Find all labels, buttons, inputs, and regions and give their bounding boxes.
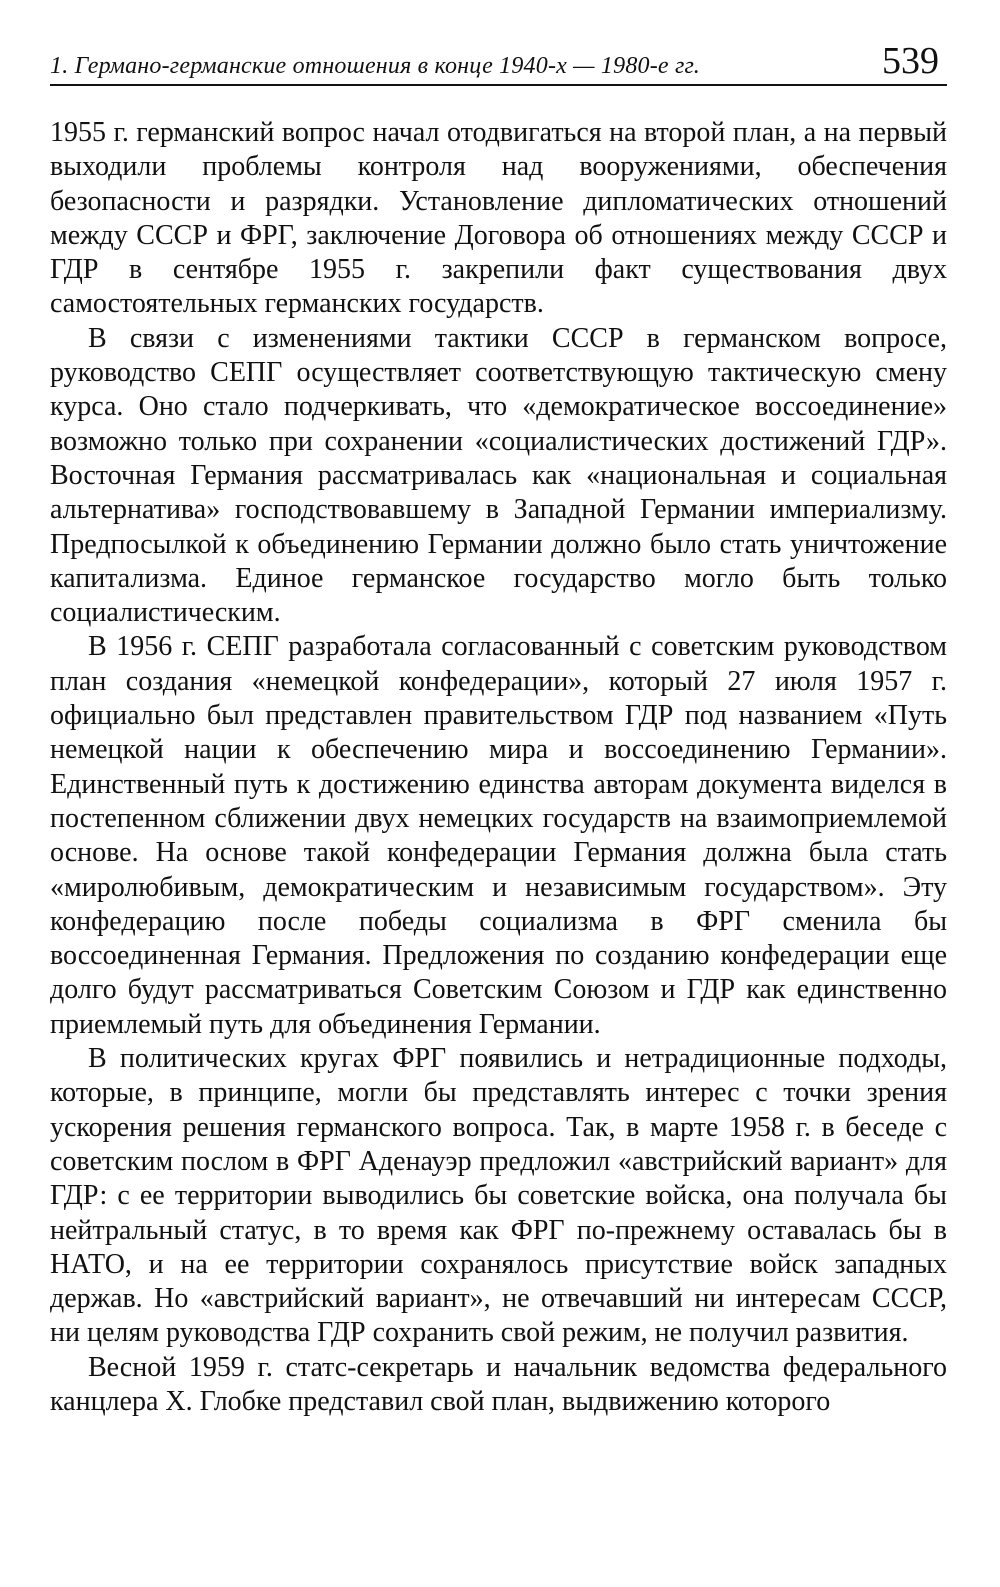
body-text [50,116,947,1419]
paragraph: В политических кругах ФРГ появились и нетрадиционные подходы, которые, в принципе, могли бы представлять интерес с точки зрения ускорения решения германского вопроса. Так, в марте 1958 г. в беседе с советским послом в ФРГ Аденауэр предложил «австрийский вариант» для ГДР: с ее территории выводились бы советские войска, она получала бы нейтральный статус, в то время как ФРГ по-прежнему оставалась бы в НАТО, и на ее территории сохранялось присутствие войск западных держав. Но «австрийский вариант», не отвечавший ни интересам СССР, ни целям руководства ГДР сохранить свой режим, не получил развития. [50,1043,947,1349]
running-title: 1. Германо-германские отношения в конце 1940-х — 1980-е гг. [50,53,700,79]
paragraph: 1955 г. германский вопрос начал отодвигаться на второй план, а на первый выходили проблемы контроля над вооружениями, обеспечения безопасности и разрядки. Установление дипломатических отношений между СССР и ФРГ, заключение Договора об отношениях между СССР и ГДР в сентябре 1955 г. закрепили факт существования двух самостоятельных германских государств. [50,117,947,320]
running-header [50,30,947,86]
book-page [50,30,947,1419]
paragraph: В связи с изменениями тактики СССР в германском вопросе, руководство СЕПГ осуществляет соответствующую тактическую смену курса. Оно стало подчеркивать, что «демократическое воссоединение» возможно только при сохранении «социалистических достижений ГДР». Восточная Германия рассматривалась как «национальная и социальная альтернатива» господствовавшему в Западной Германии империализму. Предпосылкой к объединению Германии должно было стать уничтожение капитализма. Единое германское государство могло быть только социалистическим. [50,322,947,629]
paragraph: В 1956 г. СЕПГ разработала согласованный с советским руководством план создания «немецкой конфедерации», который 27 июля 1957 г. официально был представлен правительством ГДР под названием «Путь немецкой нации к обеспечению мира и воссоединению Германии». Единственный путь к достижению единства авторам документа виделся в постепенном сближении двух немецких государств на взаимоприемлемой основе. На основе такой конфедерации Германия должна была стать «миролюбивым, демократическим и независимым государством». Эту конфедерацию после победы социализма в ФРГ сменила бы воссоединенная Германия. Предложения по созданию конфедерации еще долго будут рассматриваться Советским Союзом и ГДР как единственно приемлемый путь для объединения Германии. [50,631,947,1040]
paragraph: Весной 1959 г. статс-секретарь и начальник ведомства федерального канцлера Х. Глобке представил свой план, выдвижению которого [50,1351,947,1417]
page-number: 539 [882,40,939,82]
